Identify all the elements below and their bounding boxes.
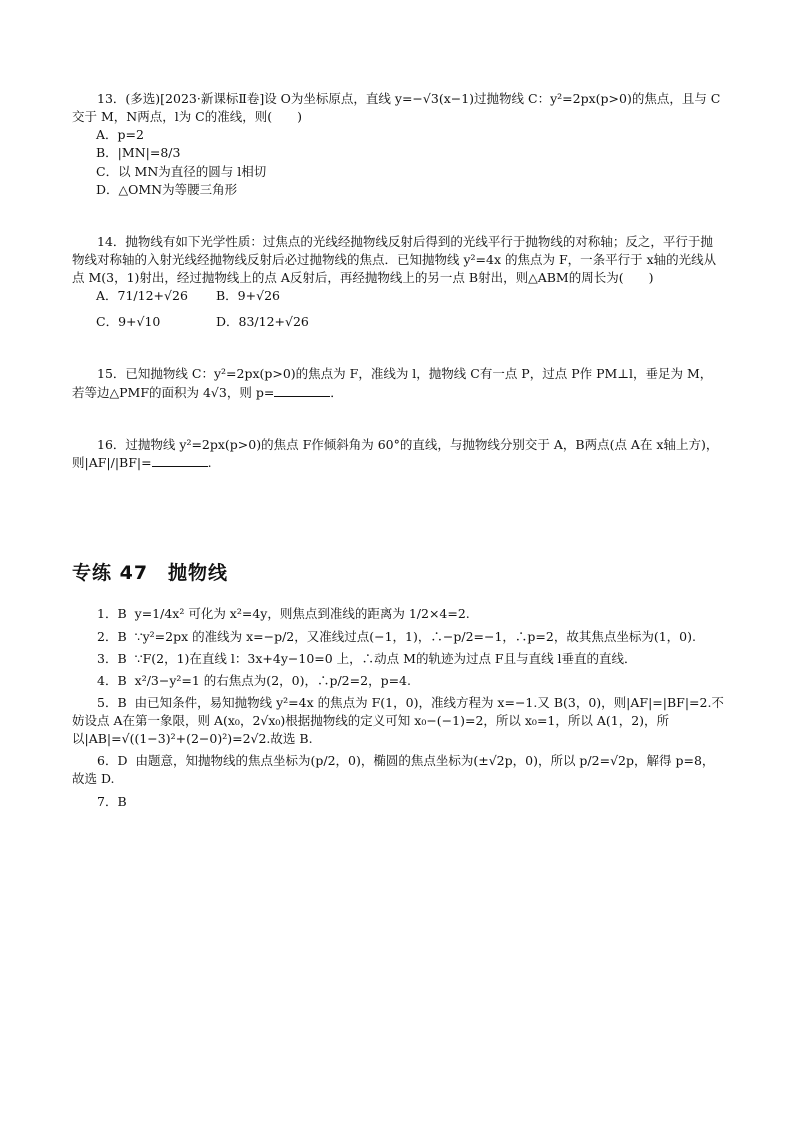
option-c: C．以 MN为直径的圆与 l相切 [96,163,267,179]
answer-item [72,650,724,668]
question-13 [72,90,724,199]
answer-blank [152,454,208,467]
answer-number: 3．B [97,650,127,666]
answer-item [72,793,724,811]
question-16 [72,436,724,472]
answer-text: x²/3−y²=1 的右焦点为(2，0)，∴p/2=2，p=4. [134,672,411,688]
document-page [72,90,724,815]
option-a: A．71/12+√26 [96,288,188,304]
answer-text: 由已知条件，易知抛物线 y²=4x 的焦点为 F(1，0)，准线方程为 x=−1.又 B(3，0)，则|AF|=|BF|=2.不妨设点 A在第一象限，则 A(x₀，2√x₀)根据抛物线的定义可知 x₀−(−1)=2，所以 x₀=1，所以 A(1，2)，所以|AB|=√((1−3)²+(2−0)²)=2√2.故选 B. [72,694,724,747]
question-text: 15．已知抛物线 C：y²=2px(p>0)的焦点为 F，准线为 l，抛物线 C有一点 P，过点 P作 PM⊥l，垂足为 M，若等边△PMF的面积为 4√3，则 p= [72,366,713,400]
question-tail: ． [330,384,343,400]
question-14 [72,233,724,332]
question-text: 14．抛物线有如下光学性质：过焦点的光线经抛物线反射后得到的光线平行于抛物线的对称轴；反之，平行于抛物线对称轴的入射光线经抛物线反射后必过抛物线的焦点．已知抛物线 y²=4x 的焦点为 F，一条平行于 x轴的光线从点 M(3，1)射出，经过抛物线上的点 A反射后，再经抛物线上的另一点 B射出，则△ABM的周长为( ) [72,233,717,285]
answer-number: 2．B [97,628,127,644]
answer-number: 5．B [97,694,127,710]
question-text: 16．过抛物线 y²=2px(p>0)的焦点 F作倾斜角为 60°的直线，与抛物线分别交于 A，B两点(点 A在 x轴上方)，则|AF|/|BF|= [72,436,719,470]
answer-item [72,752,724,788]
answer-text: ∵y²=2px 的准线为 x=−p/2，又准线过点(−1，1)，∴−p/2=−1，∴p=2，故其焦点坐标为(1，0). [134,628,696,644]
answer-list [72,605,724,810]
answer-text: y=1/4x² 可化为 x²=4y，则焦点到准线的距离为 1/2×4=2. [134,606,470,622]
answer-item [72,672,724,690]
section-title: 专练 47 抛物线 [72,561,229,584]
question-text: 13．(多选)[2023·新课标Ⅱ卷]设 O为坐标原点，直线 y=−√3(x−1)过抛物线 C：y²=2px(p>0)的焦点，且与 C交于 M，N两点，l为 C的准线，则( ) [72,91,721,125]
answer-item [72,605,724,623]
answer-item [72,628,724,646]
question-15 [72,365,724,401]
option-d: D．83/12+√26 [216,314,309,330]
option-c: C．9+√10 [96,314,161,330]
option-b: B．|MN|=8/3 [96,145,181,161]
answer-number: 7．B [97,793,127,809]
option-d: D．△OMN为等腰三角形 [96,181,238,197]
answer-number: 6．D [97,753,128,769]
option-a: A．p=2 [96,127,144,143]
answer-blank [274,384,330,397]
answer-text: ∵F(2，1)在直线 l：3x+4y−10=0 上，∴动点 M的轨迹为过点 F且与直线 l垂直的直线． [134,650,637,666]
option-b: B．9+√26 [216,288,280,304]
question-tail: . [207,454,212,470]
answer-number: 1．B [97,606,127,622]
answer-item [72,694,724,748]
answer-text: 由题意，知抛物线的焦点坐标为(p/2，0)，椭圆的焦点坐标为(±√2p，0)，所以 p/2=√2p，解得 p=8，故选 D. [72,753,715,787]
answer-number: 4．B [97,672,127,688]
